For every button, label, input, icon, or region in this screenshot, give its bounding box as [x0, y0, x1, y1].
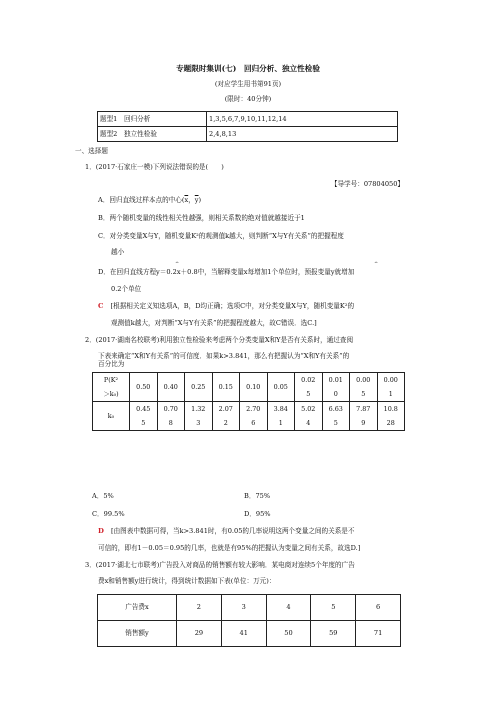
table-cell: 6.63 5: [322, 402, 350, 431]
table-cell: 0.10: [240, 373, 268, 402]
table-cell: 0.40: [157, 373, 185, 402]
table-cell: 2.70 6: [240, 402, 268, 431]
table-cell: 41: [221, 621, 266, 647]
table-cell: 4: [266, 595, 311, 621]
topic-items: 1,3,5,6,7,9,10,11,12,14: [207, 112, 398, 127]
table-cell: 50: [266, 621, 311, 647]
topic-name: 题型1 回归分析: [98, 112, 207, 127]
table-cell: 7.87 9: [350, 402, 378, 431]
guide-number: 【导学号：07804050】: [330, 180, 404, 188]
q1-option-a: A．回归直线过样本点的中心($\overline{x}$，$\overline{y}$): [98, 196, 202, 204]
table-cell: 10.8 28: [377, 402, 405, 431]
table-row: [93, 402, 405, 431]
table-row: [98, 127, 398, 142]
q2-stem-cont: 下表来确定“X和Y有关系”的可信度．如果k>3.841，那么有把握认为“X和Y有关系”的: [98, 352, 350, 360]
row-header: P(K² ＞k₀): [93, 373, 130, 402]
topic-table: [97, 111, 398, 142]
answer-letter: C: [98, 302, 104, 310]
table-cell: 0.15: [212, 373, 240, 402]
table-cell: 1.32 3: [185, 402, 213, 431]
hat-mark: ^: [175, 261, 180, 267]
q1-option-c-cont: 越小: [111, 248, 125, 256]
table-cell: 0.02 5: [295, 373, 323, 402]
table-cell: 29: [177, 621, 222, 647]
page-reference: (对应学生用书第91页): [214, 80, 282, 88]
q1-option-d-cont: 0.2个单位: [111, 285, 142, 293]
q1-option-d: D．在回归直线方程y＝0.2x＋0.8中，当解释变量x每增加1个单位时，预报变量y就增加: [98, 268, 355, 276]
q1-answer-cont: 观测值k越大，对判断“X与Y有关系”的把握程度越大，故C错误．选C.]: [111, 319, 317, 327]
table-cell: 0.50: [130, 373, 158, 402]
sales-table: [97, 594, 401, 647]
table-cell: 2.07 2: [212, 402, 240, 431]
q1-option-b: B．两个随机变量的线性相关性越强，则相关系数的绝对值就越接近于1: [98, 214, 305, 222]
q1-answer: C [根据相关定义知选项A，B，D均正确；选项C中，对分类变量X与Y，随机变量K²的: [98, 302, 355, 310]
q2-stem-cont2: 百分比为: [98, 360, 125, 368]
answer-letter: D: [98, 527, 104, 535]
q2-option-a: A．5%: [92, 492, 114, 500]
q2-option-c: C．99.5%: [92, 510, 125, 518]
row-header: 销售额y: [98, 621, 177, 647]
q2-stem: 2．(2017·湖南名校联考)利用独立性检验来考虑两个分类变量X和Y是否有关系时，通过查阅: [85, 336, 354, 344]
table-cell: 0.45 5: [130, 402, 158, 431]
q2-option-d: D．95%: [244, 510, 271, 518]
table-cell: 0.01 0: [322, 373, 350, 402]
probability-table: [92, 372, 405, 431]
table-cell: 3: [221, 595, 266, 621]
q2-answer-cont: 可信的，即有1－0.05＝0.95的几率，也就是有95%的把握认为变量之间有关系，故选D.]: [98, 544, 361, 552]
table-cell: 0.70 8: [157, 402, 185, 431]
table-cell: 3.84 1: [267, 402, 295, 431]
row-header: k₀: [93, 402, 130, 431]
section-heading: 一、选择题: [75, 147, 108, 155]
table-cell: 5.02 4: [295, 402, 323, 431]
table-row: [93, 373, 405, 402]
topic-items: 2,4,8,13: [207, 127, 398, 142]
table-cell: 0.00 5: [350, 373, 378, 402]
table-row: [98, 595, 401, 621]
table-cell: 6: [356, 595, 401, 621]
hat-mark: ^: [374, 261, 379, 267]
table-cell: 0.00 1: [377, 373, 405, 402]
q1-stem: 1．(2017·石家庄一模)下列说法错误的是( ): [85, 163, 224, 171]
topic-name: 题型2 独立性检验: [98, 127, 207, 142]
table-cell: 5: [311, 595, 356, 621]
q1-option-c: C．对分类变量X与Y，随机变量K²的观测值k越大，则判断“X与Y有关系”的把握程度: [98, 232, 344, 240]
time-limit: (限时：40分钟): [224, 95, 272, 103]
page-title: 专题限时集训(七) 回归分析、独立性检验: [176, 64, 320, 73]
q3-stem: 3．(2017·湖北七市联考)广告投入对商品的销售额有较大影响．某电商对连续5个年度的广告: [85, 561, 355, 569]
q3-stem-cont: 费x和销售额y进行统计，得到统计数据如下表(单位：万元)：: [98, 577, 276, 585]
table-cell: 71: [356, 621, 401, 647]
table-cell: 2: [177, 595, 222, 621]
table-cell: 59: [311, 621, 356, 647]
row-header: 广告费x: [98, 595, 177, 621]
table-row: [98, 621, 401, 647]
q2-option-b: B．75%: [244, 492, 271, 500]
table-cell: 0.05: [267, 373, 295, 402]
table-row: [98, 112, 398, 127]
q2-answer: D [由图表中数据可得，当k>3.841时，有0.05的几率说明这两个变量之间的关系是不: [98, 527, 355, 535]
table-cell: 0.25: [185, 373, 213, 402]
